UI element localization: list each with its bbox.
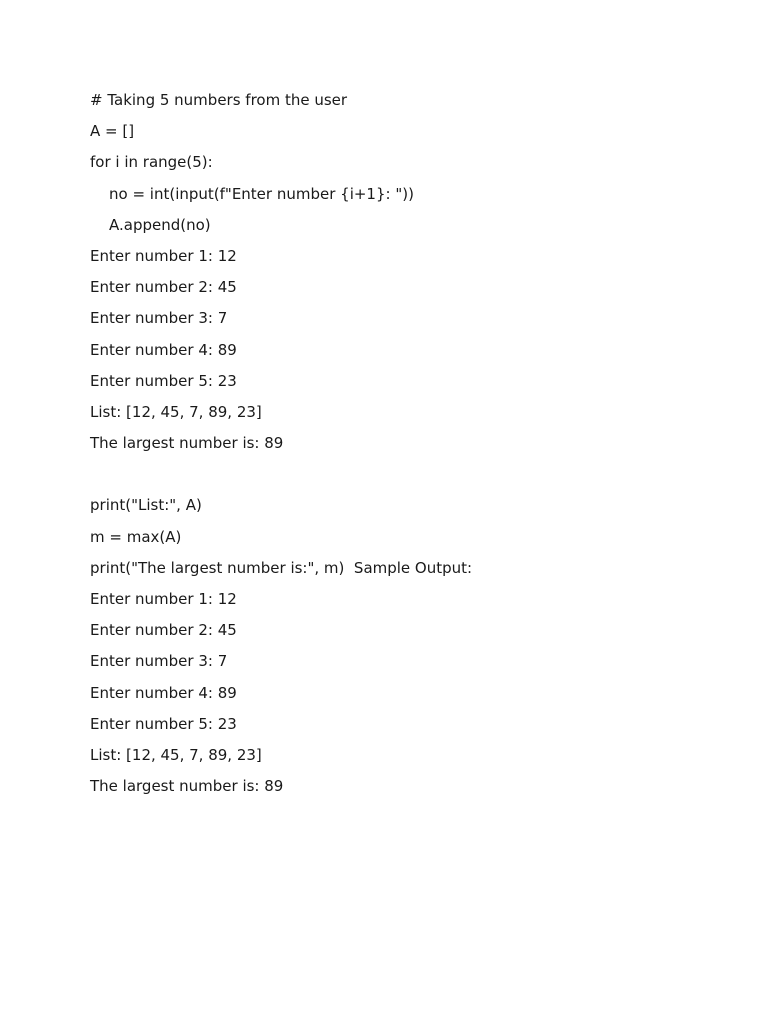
- code-comment-line: # Taking 5 numbers from the user: [90, 91, 348, 109]
- output-line: Enter number 2: 45: [90, 278, 237, 297]
- output-line: List: [12, 45, 7, 89, 23]: [90, 745, 262, 764]
- document-body: [90, 85, 730, 802]
- output-line: Enter number 4: 89: [90, 340, 237, 359]
- code-line-indented: no = int(input(f"Enter number {i+1}: ")): [109, 184, 414, 203]
- output-line: Enter number 5: 23: [90, 714, 237, 733]
- code-line: print("List:", A): [90, 496, 202, 515]
- code-line: m = max(A): [90, 527, 182, 546]
- output-line: List: [12, 45, 7, 89, 23]: [90, 402, 262, 421]
- output-line: Enter number 2: 45: [90, 621, 237, 640]
- output-line: Enter number 1: 12: [90, 590, 237, 608]
- output-line: Enter number 3: 7: [90, 652, 228, 671]
- output-line: Enter number 3: 7: [90, 309, 228, 328]
- code-line: A = []: [90, 122, 135, 141]
- output-line: The largest number is: 89: [90, 434, 284, 453]
- code-line-indented: A.append(no): [109, 215, 211, 234]
- output-line: Enter number 5: 23: [90, 371, 237, 390]
- output-line: Enter number 1: 12: [90, 246, 237, 265]
- code-line: print("The largest number is:", m) Sample Output:: [90, 558, 473, 577]
- output-line: Enter number 4: 89: [90, 683, 237, 702]
- blank-line: [90, 459, 730, 490]
- output-line: The largest number is: 89: [90, 777, 284, 796]
- code-line: for i in range(5):: [90, 153, 213, 172]
